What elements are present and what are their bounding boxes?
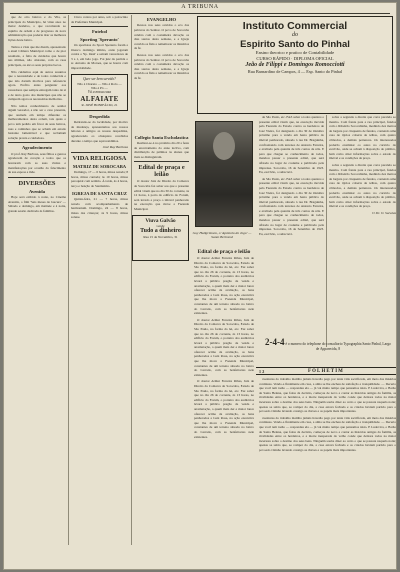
- ad-line: do: [292, 32, 298, 38]
- ad-names: Jeão de Filippi e Domingos Romocciotti: [245, 62, 345, 69]
- divider: [71, 152, 128, 153]
- signature: José Ray Barbosa: [102, 145, 128, 150]
- ad-title: Espirito Santo do Pinhal: [240, 39, 350, 50]
- folhetim-column: [257, 377, 396, 569]
- ad-line: Ensino theorico e pratico de Contabilidade: [255, 50, 335, 55]
- paragraph: O doutor Juiz de Direito da Comarca de Sorocaba faz saber aos que o presente edital virem que no dia 30 do corrente, às 12 horas, à porta do edifício do Forum, será levado a praça o imóvel penhorado na execução que move a Fazenda Municipal.: [134, 179, 189, 211]
- ad-line: vende: [156, 224, 165, 228]
- column-2: [68, 15, 128, 545]
- ad-title: ALFAIATE: [80, 95, 119, 104]
- telephone-number: 2-4-4: [265, 337, 285, 347]
- column-7: [192, 247, 254, 567]
- paragraph: Realizar-se-á no próximo dia 20 a festa de encerramento do anno lectivo, com distribuição de prêmios às alunas que mais se distinguiram.: [134, 140, 189, 159]
- divider: [8, 177, 66, 178]
- paragraph: Ressoa nos seus ouvidos o eco das palavras do Senhor. O povo de Sorocaba celebra com a costumeira devoção os dias santos desta semana, e a Igreja convida os fiéis a rememorar os mistérios da fé.: [134, 52, 189, 80]
- paragraph: Cinco contos por anno, sob o patrocínio da Prefeitura Municipal.: [71, 15, 128, 24]
- portrait-photo: [195, 121, 253, 227]
- divider: [134, 161, 189, 162]
- ad-box: [132, 215, 189, 261]
- paragraph: Hoje será exibido à noite, no Cinema Avenida, o film 'Seis meses de loucura' — Sábado e domingo, em matinée e à noite, grande sessão dedicada às famílias.: [8, 195, 66, 213]
- column-5: [257, 115, 324, 337]
- section-heading: VIDA RELIGIOSA: [72, 154, 127, 162]
- column-6: [326, 115, 396, 347]
- ad-line: Quer ser bem servido?: [83, 76, 116, 81]
- paragraph: Os sportistas do Sport Speranto foram a Osasco domingo último, onde jogaram contra o 'Sp. Ideal' e saíram vencedores de 3 a 1, em belo jogo. Foi juiz da partida o sr. Antonio de Moraes, que se houve com imparcialidade.: [71, 43, 128, 70]
- section-heading: Edital de praça e leilão: [138, 164, 185, 179]
- ad-address: Rua 15 de Novembro, 31: [143, 235, 178, 240]
- paragraph: O doutor Arthur Ferreira Ribas, Juiz de Direito da Comarca de Sorocaba, Estado de São Paulo, na forma da lei, etc. Faz saber que no dia 26 do corrente, às 13 horas, no edifício do Forum, o porteiro dos auditórios levará a público pregão de venda e arrematação, a quem mais der e maior lance oferecer acima da avaliação, os bens penhorados a Luiz Rosa, na ação executiva que lhe move a Fazenda Municipal, constantes de um terreno situado no bairro do Cerrado, com as benfeitorias nele existentes.: [194, 256, 254, 316]
- column-1: [8, 15, 66, 570]
- folhetim-header: [256, 367, 396, 375]
- paragraph: sobre a segunda a direita que corre paralela ao mesmo. Com frente para a rua principal, fundos com o Ribeirão Sorocabinha, medindo dez metros de largura por cinquenta de fundos, contendo uma casa de tijolos coberta de telhas, com quatro cômodos, e demais pertences. Os interessados poderão examinar os autos no cartório do escrivão, onde se acham à disposição do público, bem como obter informações sobre o estado do imóvel e as condições da praça.: [329, 115, 396, 161]
- newspaper-page: [3, 2, 397, 570]
- section-heading: DIVERSÕES: [18, 179, 56, 187]
- photo-caption: Guy Hallgrimson, o 'Apóstolo do Jogo' — Santo Bertrand: [192, 231, 252, 240]
- section-heading: Edital de praça e leilão: [197, 249, 251, 255]
- section-heading: Agradecimento: [21, 145, 53, 151]
- ad-highlight: Tudo a dinheiro: [140, 228, 181, 235]
- paragraph: O doutor Arthur Ferreira Ribas, Juiz de Direito da Comarca de Sorocaba, Estado de São Paulo, na forma da lei, etc. Faz saber que no dia 26 do corrente, às 13 horas, no edifício do Forum, o porteiro dos auditórios levará a público pregão de venda e arrematação, a quem mais der e maior lance oferecer acima da avaliação, os bens penhorados a Luiz Rosa, na ação executiva que lhe move a Fazenda Municipal, constantes de um terreno situado no bairro do Cerrado, com as benfeitorias nele existentes.: [194, 379, 254, 439]
- ad-address: Rua Barnardino de Campos, 4 — Esp. Santo do Pinhal: [247, 69, 343, 75]
- ad-title: Instituto Commercial: [242, 20, 348, 32]
- paragraph: Não temos conhecimento de senhor algum vereador, a não ser o caso presente, que assinala em tempo diferente os melhoramentos desta ordem, tais quais o povo tem pedido em favor de seus bairros, ruas e caminhos que se acham em estado bastante lamentável e que reclamam solução pronta e cuidadosa.: [8, 103, 66, 140]
- paragraph: Não cuidamos aqui de outros assuntos que a necessidade e de todos conhecida e que não dariam motivos para referencia agora. Prefiro antes perguntar aos vereadores que sempre entregam tanto de si e de tanto gosto dos munícipes que não se cumprem agora as necessárias melhorias.: [8, 69, 66, 102]
- paragraph: aventuras do trabalho maldito jamais haverão pago por tanta vida sacrificada, em meio das misérias contínuas. Vendo-a finalmente em casa, a alma se lhe encheu de satisfação e tranquilidade. — Decerto que você tem razão — respondeu ela — já vai muito tempo que pensamos nisto. E Ludovica, o Barão de Santa Helena, que falou da decisão, começou de novo a contar as histórias antigas da família, as rivalidades entre os herdeiros, e a morte inesperada do velho conde que deixara todos na maior incerteza sobre o destino dos seus bens. Ninguém soube dizer ao certo o que se passara naquela noite; apenas se sabia que, ao romper do dia, a casa estava fechada e os criados haviam partido para o povoado vizinho levando consigo as chaves e os papéis mais importantes.: [259, 415, 396, 452]
- section-subheading: Avenida: [29, 188, 45, 194]
- section-subheading: IGREJA DE SANTA CRUZ: [72, 190, 127, 196]
- divider: [71, 26, 128, 27]
- section-heading: EVANGELHO: [146, 17, 177, 22]
- paragraph: aventuras do trabalho maldito jamais haverão pago por tanta vida sacrificada, em meio das misérias contínuas. Vendo-a finalmente em casa, a alma se lhe encheu de satisfação e tranquilidade. — Decerto que você tem razão — respondeu ela — já vai muito tempo que pensamos nisto. E Ludovica, o Barão de Santa Helena, que falou da decisão, começou de novo a contar as histórias antigas da família, as rivalidades entre os herdeiros, e a morte inesperada do velho conde que deixara todos na maior incerteza sobre o destino dos seus bens. Ninguém soube dizer ao certo o que se passara naquela noite; apenas se sabia que, ao romper do dia, a casa estava fechada e os criados haviam partido para o povoado vizinho levando consigo as chaves e os papéis mais importantes.: [259, 377, 396, 414]
- paragraph: O doutor Arthur Ferreira Ribas, Juiz de Direito da Comarca de Sorocaba, Estado de São Paulo, na forma da lei, etc. Faz saber que no dia 26 do corrente, às 13 horas, no edifício do Forum, o porteiro dos auditórios levará a público pregão de venda e arrematação, a quem mais der e maior lance oferecer acima da avaliação, os bens penhorados a Luiz Rosa, na ação executiva que lhe move a Fazenda Municipal, constantes de um terreno situado no bairro do Cerrado, com as benfeitorias nele existentes.: [194, 317, 254, 377]
- paragraph: O prof. Ray Barbosa, seus filhos e genros agradecem de coração a todos que os honraram com as suas visitas e manifestações por ocasião do falecimento de sua esposa e mãe.: [8, 151, 66, 175]
- ad-line: Vá a nossa casa: [87, 90, 112, 95]
- telephone-notice: [263, 337, 393, 365]
- column-3: [131, 15, 189, 545]
- folhetim-number: 12: [259, 369, 266, 374]
- telephone-text: é o numero do telephone do consultorio Typographia Santo Pinhal, Largo de Apparecida, 8: [285, 342, 391, 351]
- viuva-galvao-advertisement: [132, 215, 189, 261]
- paragraph: de São Paulo, etc. FAZ saber a todos quantos o presente edital virem que, na execução movida pela Fazenda do Estado contra os herdeiros de José Vieira, foi designado o dia 30 de Outubro próximo para a venda em hasta pública do imóvel penhorado, situado à rua Dr. Braguinha, confrontando com terrenos de Antonio Ferreira, e avaliado pela quantia de três contos de réis. E para que chegue ao conhecimento de todos, mandou passar o presente edital, que será afixado no lugar de costume e publicado pela imprensa. Sorocaba, 16 de Setembro de 1923. Eu, escrivão, o subscrevi.: [259, 115, 324, 175]
- ad-address: R. JOSÉ BONIFÁCIO, 21: [81, 103, 118, 108]
- ad-title: Viuva Galvão: [145, 218, 176, 224]
- paragraph: de São Paulo, etc. FAZ saber a todos quantos o presente edital virem que, na execução movida pela Fazenda do Estado contra os herdeiros de José Vieira, foi designado o dia 30 de Outubro próximo para a venda em hasta pública do imóvel penhorado, situado à rua Dr. Braguinha, confrontando com terrenos de Antonio Ferreira, e avaliado pela quantia de três contos de réis. E para que chegue ao conhecimento de todos, mandou passar o presente edital, que será afixado no lugar de costume e publicado pela imprensa. Sorocaba, 16 de Setembro de 1923. Eu, escrivão, o subscrevi.: [259, 176, 324, 236]
- section-subheading: MATRIZ DE SOROCABA: [72, 163, 127, 169]
- ad-line: CURSO RÁPIDO · DIPLOMA OFICIAL: [256, 55, 334, 61]
- ad-line: Não é Charuto — Não é Rolo — Não é Pó —: [77, 81, 122, 90]
- paragraph: sobre a segunda a direita que corre paralela ao mesmo. Com frente para a rua principal, fundos com o Ribeirão Sorocabinha, medindo dez metros de largura por cinquenta de fundos, contendo uma casa de tijolos coberta de telhas, com quatro cômodos, e demais pertences. Os interessados poderão examinar os autos no cartório do escrivão, onde se acham à disposição do público, bem como obter informações sobre o estado do imóvel e as condições da praça.: [329, 162, 396, 209]
- masthead: [10, 4, 390, 14]
- divider: [8, 142, 66, 143]
- institute-advertisement: [197, 16, 393, 114]
- section-heading: Despedida: [89, 113, 110, 119]
- folhetim-title: FOLHETIM: [308, 369, 344, 374]
- alfaiate-advertisement: [71, 74, 128, 111]
- section-subheading: Sporting 'Speranto': [80, 36, 119, 42]
- signature: O Dr. O. Saraiva: [372, 210, 396, 215]
- paragraph: Quinta-feira, 21 — 7 horas, missa rezada com acompanhamento de harmonium. Domingo, 24 — 8 horas, missa das crianças; às 9 horas, missa solene.: [71, 196, 128, 220]
- section-heading: Collegio Santa Escholastica: [134, 134, 189, 140]
- newspaper-title: A TRIBUNA: [181, 4, 219, 10]
- paragraph: Temos a vista que me dizem, apresentado a atual Câmara Municipal como o de pior resultado, a falta de cuidados que houve nas últimas, não obstante, com as ruas principais, ou até os seus próprios becos.: [8, 44, 66, 67]
- paragraph: Domingo, 17 — 6 horas, missa rezada; 8 horas, missa cantada; às 10 horas, missa paroquial com sermão. À tarde, às 4 horas, terço e benção do Santíssimo.: [71, 170, 128, 188]
- paragraph: Ressoa nos seus ouvidos o eco das palavras do Senhor. O povo de Sorocaba celebra com a costumeira devoção os dias santos desta semana, e a Igreja convida os fiéis a rememorar os mistérios da fé.: [134, 23, 189, 51]
- ad-spacer: [134, 83, 189, 133]
- section-heading: Futebol: [91, 29, 108, 35]
- paragraph: Retirando-se da localidade, por motivo de mudança, apresentamos aos nossos leitores e amigos as nossas despedidas, agradecendo os obséquios recebidos durante o tempo que aqui residimos.: [71, 120, 128, 143]
- paragraph: que de oito bairros e da Vila, as principais do Município, há vinte anos no maior desleixo, o que recomenda ao espírito de ordem e de progresso da nova administração que poderia tirar as melhores lições deste bairro.: [8, 15, 66, 42]
